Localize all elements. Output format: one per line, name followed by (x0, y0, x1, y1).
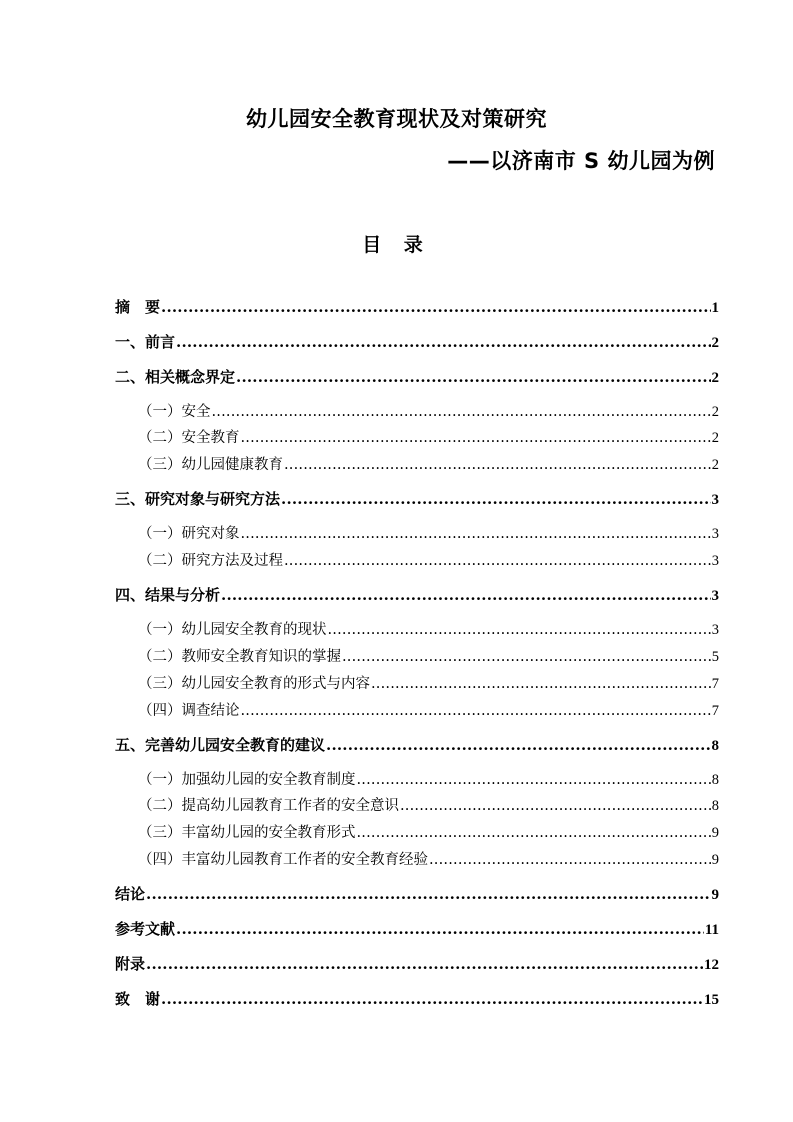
toc-entry-page-number: 3 (711, 526, 719, 542)
toc-entry-page-number: 15 (704, 992, 719, 1008)
toc-entry-page-number: 5 (711, 649, 719, 665)
toc-entry-label: （二）教师安全教育知识的掌握 (138, 649, 341, 665)
toc-entry-label: （二）研究方法及过程 (138, 553, 283, 569)
toc-entry-page-number: 12 (704, 957, 719, 973)
toc-dot-leader (284, 553, 711, 569)
toc-entry-label: 二、相关概念界定 (115, 368, 236, 386)
toc-entry-section[interactable] (115, 734, 719, 755)
toc-entry-page-number: 2 (711, 457, 719, 473)
toc-entry-page-number: 3 (711, 553, 719, 569)
toc-dot-leader (241, 526, 711, 542)
toc-entry-page-number: 9 (711, 887, 719, 903)
toc-dot-leader (371, 676, 711, 692)
toc-entry-subsection[interactable] (138, 400, 719, 421)
toc-entry-label: 参考文献 (115, 920, 176, 938)
toc-entry-label: （三）幼儿园健康教育 (138, 457, 283, 473)
toc-entry-label: 一、前言 (115, 333, 176, 351)
toc-entry-section[interactable] (115, 584, 719, 605)
toc-dot-leader (429, 852, 711, 868)
toc-entry-subsection[interactable] (138, 522, 719, 543)
toc-entry-page-number: 7 (711, 703, 719, 719)
toc-dot-leader (326, 736, 710, 754)
toc-dot-leader (176, 333, 710, 351)
toc-entry-label: （一）安全 (138, 404, 211, 420)
toc-entry-page-number: 1 (711, 300, 719, 316)
toc-heading: 目 录 (362, 234, 431, 256)
toc-entry-page-number: 9 (711, 852, 719, 868)
toc-dot-leader (241, 703, 711, 719)
toc-entry-subsection[interactable] (138, 549, 719, 570)
toc-entry-subsection[interactable] (138, 426, 719, 447)
toc-dot-leader (146, 885, 710, 903)
toc-entry-subsection[interactable] (138, 453, 719, 474)
document-title: 幼儿园安全教育现状及对策研究 (246, 107, 547, 131)
toc-entry-section[interactable] (115, 366, 719, 387)
toc-entry-label: 附录 (115, 955, 146, 973)
toc-entry-subsection[interactable] (138, 768, 719, 789)
toc-entry-label: （二）安全教育 (138, 430, 240, 446)
toc-entry-label: （一）幼儿园安全教育的现状 (138, 622, 327, 638)
toc-entry-section[interactable] (115, 331, 719, 352)
toc-entry-page-number: 8 (711, 738, 719, 754)
toc-dot-leader (146, 955, 703, 973)
toc-entry-section[interactable] (115, 296, 719, 317)
toc-entry-page-number: 2 (711, 430, 719, 446)
toc-dot-leader (357, 825, 711, 841)
toc-entry-label: （一）加强幼儿园的安全教育制度 (138, 772, 356, 788)
toc-dot-leader (281, 490, 710, 508)
toc-dot-leader (400, 798, 711, 814)
toc-entry-page-number: 2 (711, 335, 719, 351)
toc-dot-leader (342, 649, 711, 665)
toc-entry-page-number: 8 (711, 772, 719, 788)
toc-entry-section[interactable] (115, 918, 719, 939)
toc-entry-page-number: 3 (711, 492, 719, 508)
toc-dot-leader (328, 622, 711, 638)
toc-entry-label: 四、结果与分析 (115, 586, 221, 604)
toc-entry-label: （三）丰富幼儿园的安全教育形式 (138, 825, 356, 841)
toc-dot-leader (161, 298, 710, 316)
toc-entry-page-number: 7 (711, 676, 719, 692)
toc-entry-label: （四）丰富幼儿园教育工作者的安全教育经验 (138, 852, 428, 868)
toc-entry-label: （三）幼儿园安全教育的形式与内容 (138, 676, 370, 692)
toc-dot-leader (221, 586, 710, 604)
toc-entry-section[interactable] (115, 488, 719, 509)
toc-entry-label: 致 谢 (115, 990, 161, 1008)
toc-entry-page-number: 2 (711, 404, 719, 420)
toc-dot-leader (176, 920, 704, 938)
toc-entry-label: 五、完善幼儿园安全教育的建议 (115, 736, 326, 754)
toc-entry-subsection[interactable] (138, 821, 719, 842)
toc-entry-label: （二）提高幼儿园教育工作者的安全意识 (138, 798, 399, 814)
toc-entry-section[interactable] (115, 883, 719, 904)
toc-entry-subsection[interactable] (138, 848, 719, 869)
toc-entry-label: 三、研究对象与研究方法 (115, 490, 281, 508)
toc-dot-leader (161, 990, 703, 1008)
toc-entry-page-number: 11 (704, 922, 719, 938)
toc-dot-leader (212, 404, 711, 420)
toc-entry-label: 摘 要 (115, 298, 161, 316)
toc-entry-label: （一）研究对象 (138, 526, 240, 542)
toc-entry-subsection[interactable] (138, 699, 719, 720)
toc-entry-page-number: 3 (711, 622, 719, 638)
toc-entry-subsection[interactable] (138, 672, 719, 693)
toc-entry-subsection[interactable] (138, 645, 719, 666)
toc-entry-subsection[interactable] (138, 794, 719, 815)
toc-dot-leader (241, 430, 711, 446)
document-subtitle: ——以济南市 S 幼儿园为例 (447, 149, 715, 173)
toc-dot-leader (236, 368, 710, 386)
toc-dot-leader (284, 457, 711, 473)
toc-entry-page-number: 9 (711, 825, 719, 841)
toc-entry-label: 结论 (115, 885, 146, 903)
toc-entry-page-number: 3 (711, 588, 719, 604)
toc-entry-page-number: 8 (711, 798, 719, 814)
toc-entry-page-number: 2 (711, 370, 719, 386)
toc-entry-section[interactable] (115, 953, 719, 974)
toc-dot-leader (357, 772, 711, 788)
toc-entry-subsection[interactable] (138, 618, 719, 639)
toc-entry-section[interactable] (115, 988, 719, 1009)
toc-entry-label: （四）调查结论 (138, 703, 240, 719)
